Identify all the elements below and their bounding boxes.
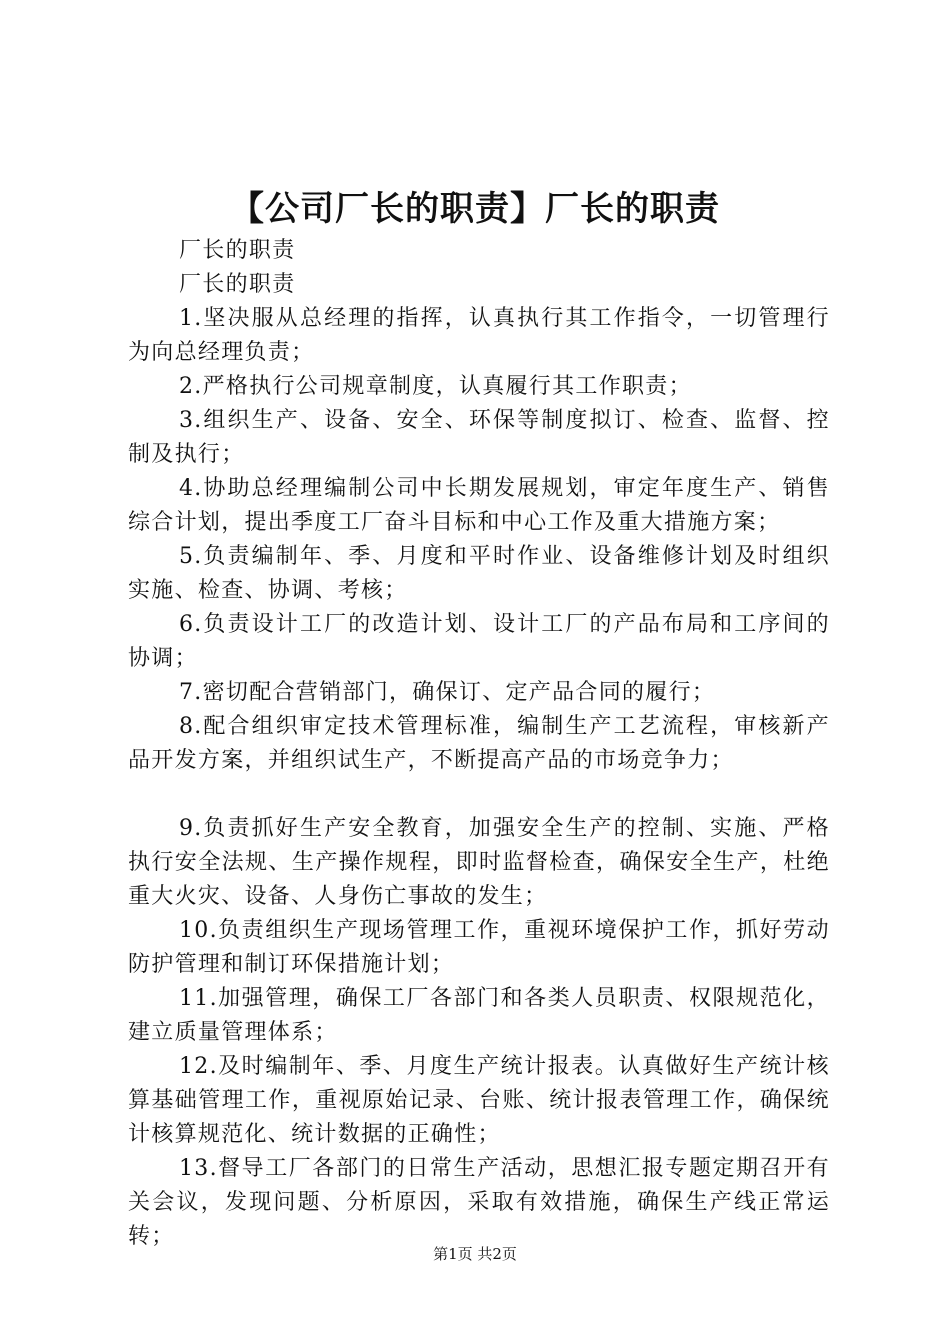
- duty-item-1: 1.坚决服从总经理的指挥，认真执行其工作指令，一切管理行为向总经理负责；: [128, 306, 830, 365]
- duty-item-13: 13.督导工厂各部门的日常生产活动，思想汇报专题定期召开有关会议，发现问题、分析原因，采取有效措施，确保生产线正常运转；: [128, 1156, 830, 1249]
- duty-item-4: 4.协助总经理编制公司中长期发展规划，审定年度生产、销售综合计划，提出季度工厂奋斗目标和中心工作及重大措施方案；: [128, 476, 830, 535]
- page-number-footer: 第1页 共2页: [433, 1245, 517, 1263]
- duty-item-12: 12.及时编制年、季、月度生产统计报表。认真做好生产统计核算基础管理工作，重视原始记录、台账、统计报表管理工作，确保统计核算规范化、统计数据的正确性；: [128, 1054, 830, 1147]
- duty-item-6: 6.负责设计工厂的改造计划、设计工厂的产品布局和工序间的协调；: [128, 612, 830, 671]
- duty-item-2: 2.严格执行公司规章制度，认真履行其工作职责；: [179, 374, 692, 399]
- duty-item-10: 10.负责组织生产现场管理工作，重视环境保护工作，抓好劳动防护管理和制订环保措施计划；: [128, 918, 830, 977]
- document-body: [128, 234, 830, 1254]
- subtitle-paragraph: 厂长的职责: [179, 272, 296, 297]
- duty-item-5: 5.负责编制年、季、月度和平时作业、设备维修计划及时组织实施、检查、协调、考核；: [128, 544, 830, 603]
- duty-item-9: 9.负责抓好生产安全教育，加强安全生产的控制、实施、严格执行安全法规、生产操作规程，即时监督检查，确保安全生产，杜绝重大火灾、设备、人身伤亡事故的发生；: [128, 816, 830, 909]
- duty-item-8: 8.配合组织审定技术管理标准，编制生产工艺流程，审核新产品开发方案，并组织试生产，不断提高产品的市场竞争力；: [128, 714, 830, 773]
- subtitle-paragraph: 厂长的职责: [179, 238, 296, 263]
- duty-item-3: 3.组织生产、设备、安全、环保等制度拟订、检查、监督、控制及执行；: [128, 408, 830, 467]
- duty-item-11: 11.加强管理，确保工厂各部门和各类人员职责、权限规范化，建立质量管理体系；: [128, 986, 830, 1045]
- duty-item-7: 7.密切配合营销部门，确保订、定产品合同的履行；: [179, 680, 716, 705]
- document-title: 【公司厂长的职责】厂长的职责: [230, 189, 720, 229]
